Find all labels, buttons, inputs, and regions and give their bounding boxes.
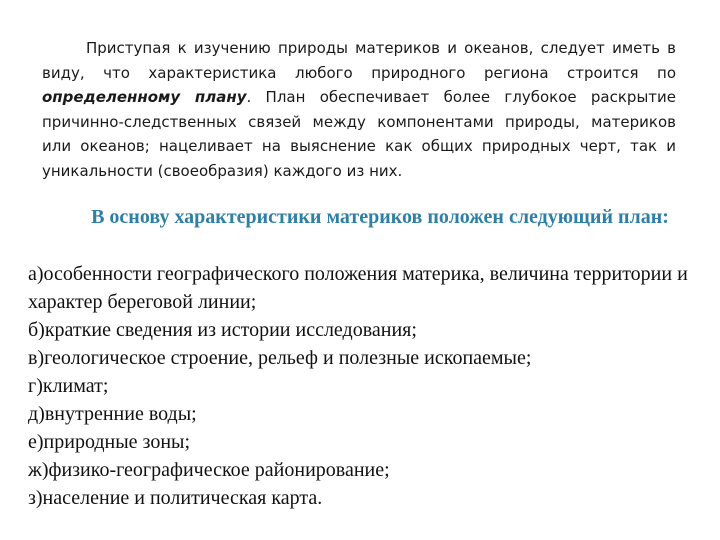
plan-item-z: з)население и политическая карта. xyxy=(28,487,323,509)
intro-paragraph xyxy=(42,36,676,183)
intro-emphasis: определенному плану xyxy=(42,88,247,106)
plan-item-e: е)природные зоны; xyxy=(28,431,191,453)
plan-list xyxy=(28,260,708,512)
plan-item-d: д)внутренние воды; xyxy=(28,403,197,425)
plan-item-b: б)краткие сведения из истории исследования; xyxy=(28,319,417,341)
plan-item-a: а)особенности географического положения материка, величина территории и характер береговой линии; xyxy=(28,263,688,313)
plan-item-zh: ж)физико-географическое районирование; xyxy=(28,459,390,481)
plan-item-g: г)климат; xyxy=(28,375,109,397)
intro-text-end: . План обеспечивает более глубокое раскрытие причинно-следственных связей между компонентами природы, материков или океанов; нацеливает на выяснение как общих природных черт, так и уникальности (своеобразия) каждого из них. xyxy=(42,88,677,180)
plan-heading: В основу характеристики материков положен следующий план: xyxy=(91,206,669,228)
intro-text-start: Приступая к изучению природы материков и океанов, следует иметь в виду, что характеристика любого природного региона строится по xyxy=(42,39,676,82)
plan-item-v: в)геологическое строение, рельеф и полезные ископаемые; xyxy=(28,347,532,369)
